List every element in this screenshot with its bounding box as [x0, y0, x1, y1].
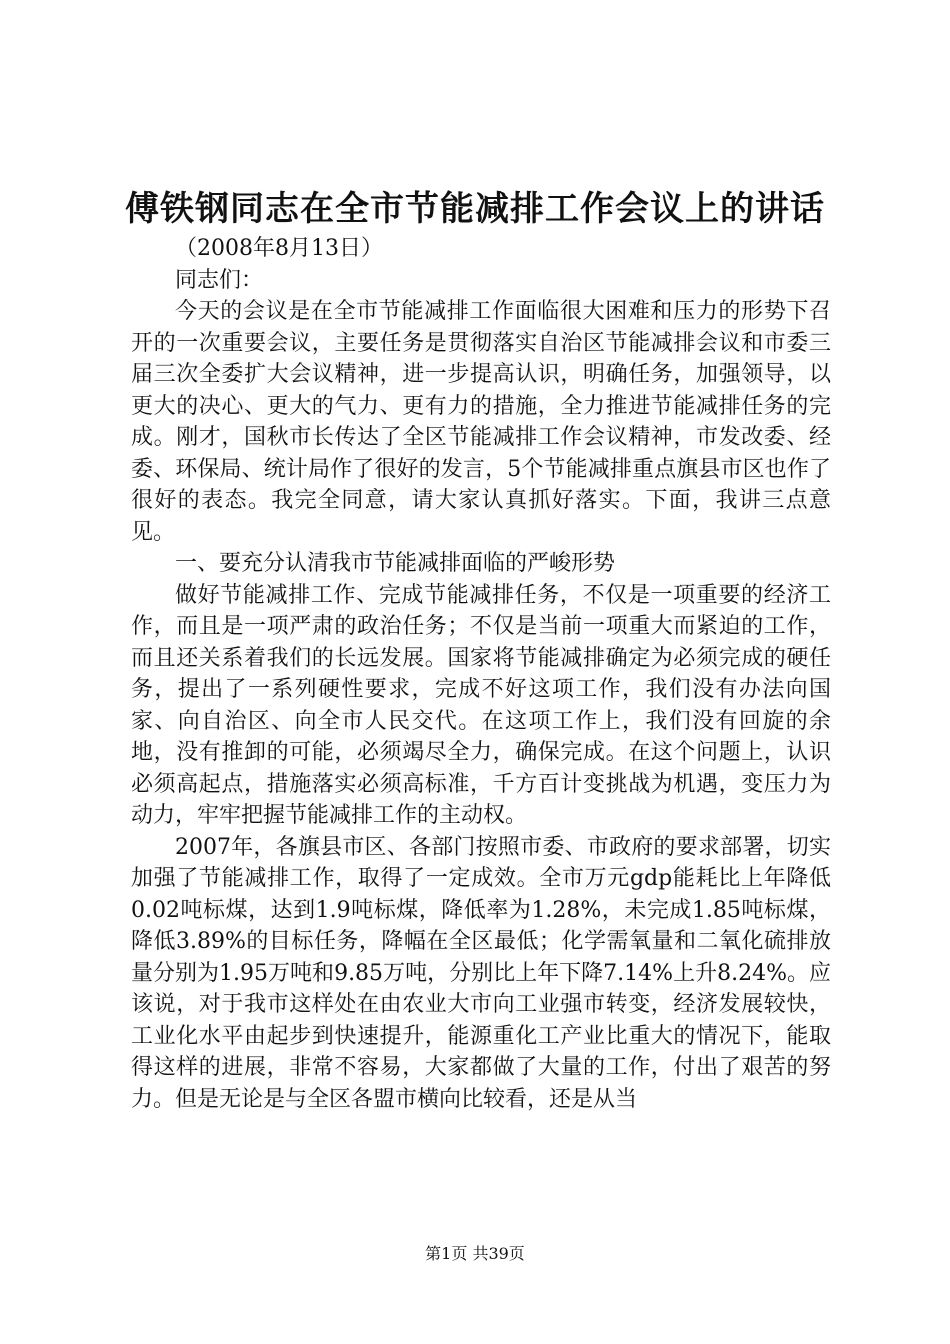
date-line: （2008年8月13日）: [175, 236, 383, 261]
document-body: [131, 233, 831, 1115]
paragraph: 做好节能减排工作、完成节能减排任务，不仅是一项重要的经济工作，而且是一项严肃的政治任务；不仅是当前一项重大而紧迫的工作，而且还关系着我们的长远发展。国家将节能减排确定为必须完成的硬任务，提出了一系列硬性要求，完成不好这项工作，我们没有办法向国家、向自治区、向全市人民交代。在这项工作上，我们没有回旋的余地，没有推卸的可能，必须竭尽全力，确保完成。在这个问题上，认识必须高起点，措施落实必须高标准，千方百计变挑战为机遇，变压力为动力，牢牢把握节能减排工作的主动权。: [131, 582, 831, 828]
document-title: 傅铁钢同志在全市节能减排工作会议上的讲话: [125, 189, 825, 229]
page-number: 第1页 共39页: [425, 1244, 525, 1263]
paragraph: 2007年，各旗县市区、各部门按照市委、市政府的要求部署，切实加强了节能减排工作，取得了一定成效。全市万元gdp能耗比上年降低0.02吨标煤，达到1.9吨标煤，降低率为1.28%，未完成1.85吨标煤，降低3.89%的目标任务，降幅在全区最低；化学需氧量和二氧化硫排放量分别为1.95万吨和9.85万吨，分别比上年下降7.14%上升8.24%。应该说，对于我市这样处在由农业大市向工业强市转变，经济发展较快，工业化水平由起步到快速提升，能源重化工产业比重大的情况下，能取得这样的进展，非常不容易，大家都做了大量的工作，付出了艰苦的努力。但是无论是与全区各盟市横向比较看，还是从当: [131, 834, 831, 1112]
salutation: 同志们：: [175, 267, 264, 293]
paragraph: 今天的会议是在全市节能减排工作面临很大困难和压力的形势下召开的一次重要会议，主要任务是贯彻落实自治区节能减排会议和市委三届三次全委扩大会议精神，进一步提高认识，明确任务，加强领导，以更大的决心、更大的气力、更有力的措施，全力推进节能减排任务的完成。刚才，国秋市长传达了全区节能减排工作会议精神，市发改委、经委、环保局、统计局作了很好的发言，5个节能减排重点旗县市区也作了很好的表态。我完全同意，请大家认真抓好落实。下面，我讲三点意见。: [131, 299, 831, 545]
section-heading: 一、要充分认清我市节能减排面临的严峻形势: [175, 551, 616, 576]
